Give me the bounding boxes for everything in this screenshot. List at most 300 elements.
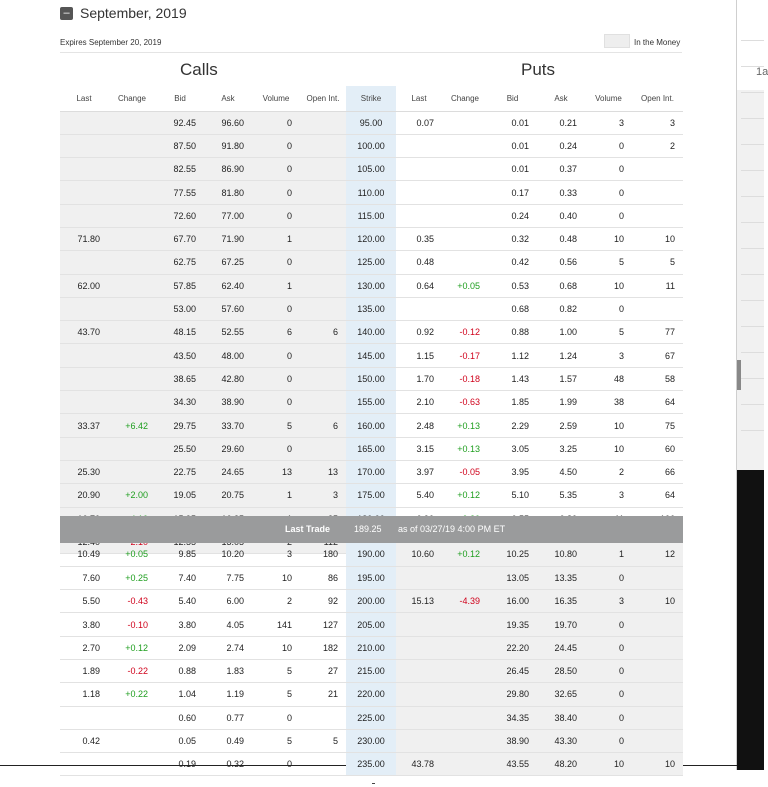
cell-puts-bid: 10.25 xyxy=(488,543,537,566)
cell-puts-open-int: 11 xyxy=(632,274,683,297)
table-row[interactable] xyxy=(60,683,683,706)
cell-puts-bid: 0.01 xyxy=(488,158,537,181)
cell-puts-volume: 0 xyxy=(585,659,632,682)
cell-puts-volume: 0 xyxy=(585,134,632,157)
cell-puts-last: 0.48 xyxy=(396,251,442,274)
cell-strike: 175.00 xyxy=(346,484,396,507)
cell-puts-bid: 0.88 xyxy=(488,321,537,344)
cell-calls-volume: 141 xyxy=(252,613,300,636)
cell-calls-volume: 5 xyxy=(252,729,300,752)
col-calls-volume[interactable]: Volume xyxy=(252,86,300,111)
cell-calls-last: 33.37 xyxy=(60,414,108,437)
cell-puts-open-int xyxy=(632,297,683,320)
cell-calls-last: 1.18 xyxy=(60,683,108,706)
cell-puts-change xyxy=(442,181,488,204)
cell-calls-volume: 0 xyxy=(252,344,300,367)
cell-puts-open-int: 64 xyxy=(632,391,683,414)
cell-calls-last xyxy=(60,706,108,729)
cell-puts-change: +0.13 xyxy=(442,414,488,437)
cell-puts-last xyxy=(396,297,442,320)
cell-puts-change xyxy=(442,566,488,589)
cell-puts-change xyxy=(442,683,488,706)
cell-puts-last xyxy=(396,706,442,729)
table-row[interactable] xyxy=(60,251,683,274)
cell-puts-ask: 16.35 xyxy=(537,590,585,613)
cell-calls-open-int xyxy=(300,437,346,460)
collapse-minus-icon[interactable]: – xyxy=(60,7,73,20)
cell-puts-change xyxy=(442,659,488,682)
cell-puts-bid: 0.53 xyxy=(488,274,537,297)
expires-label: Expires September 20, 2019 xyxy=(60,38,162,47)
cell-calls-volume: 0 xyxy=(252,134,300,157)
cell-puts-volume: 2 xyxy=(585,460,632,483)
cell-calls-change xyxy=(108,111,156,134)
cell-calls-change xyxy=(108,158,156,181)
cell-puts-bid: 38.90 xyxy=(488,729,537,752)
cell-puts-bid: 1.85 xyxy=(488,391,537,414)
cell-puts-change: +0.05 xyxy=(442,274,488,297)
table-row[interactable] xyxy=(60,460,683,483)
table-row[interactable] xyxy=(60,321,683,344)
cell-puts-last: 15.13 xyxy=(396,590,442,613)
cell-puts-ask: 1.99 xyxy=(537,391,585,414)
cell-puts-last: 3.15 xyxy=(396,437,442,460)
cell-calls-open-int xyxy=(300,706,346,729)
cell-calls-bid: 25.50 xyxy=(156,437,204,460)
cell-puts-ask: 1.24 xyxy=(537,344,585,367)
cell-puts-last xyxy=(396,566,442,589)
cell-calls-ask: 24.65 xyxy=(204,460,252,483)
cell-calls-open-int: 6 xyxy=(300,321,346,344)
cell-calls-last: 62.00 xyxy=(60,274,108,297)
table-row[interactable] xyxy=(60,543,683,566)
cell-puts-last: 0.35 xyxy=(396,227,442,250)
cell-calls-open-int: 5 xyxy=(300,729,346,752)
table-row[interactable] xyxy=(60,297,683,320)
cell-puts-last xyxy=(396,204,442,227)
cell-calls-ask: 2.74 xyxy=(204,636,252,659)
cell-puts-change xyxy=(442,729,488,752)
cell-calls-last: 5.50 xyxy=(60,590,108,613)
cell-calls-volume: 2 xyxy=(252,590,300,613)
table-row[interactable] xyxy=(60,613,683,636)
cell-calls-ask: 77.00 xyxy=(204,204,252,227)
cell-calls-bid: 0.60 xyxy=(156,706,204,729)
table-row[interactable] xyxy=(60,344,683,367)
cell-puts-volume: 0 xyxy=(585,181,632,204)
cell-calls-ask: 7.75 xyxy=(204,566,252,589)
cell-calls-last xyxy=(60,134,108,157)
col-puts-bid[interactable]: Bid xyxy=(488,86,537,111)
cell-puts-ask: 0.33 xyxy=(537,181,585,204)
cell-calls-change: +0.12 xyxy=(108,636,156,659)
header-divider xyxy=(60,52,682,53)
table-row[interactable] xyxy=(60,111,683,134)
cell-calls-volume: 0 xyxy=(252,367,300,390)
cell-puts-volume: 0 xyxy=(585,706,632,729)
cell-puts-ask: 1.00 xyxy=(537,321,585,344)
cell-puts-open-int xyxy=(632,683,683,706)
cell-puts-last: 43.78 xyxy=(396,753,442,776)
cell-puts-volume: 0 xyxy=(585,636,632,659)
col-calls-bid[interactable]: Bid xyxy=(156,86,204,111)
cell-calls-ask: 33.70 xyxy=(204,414,252,437)
cell-puts-change xyxy=(442,706,488,729)
cell-calls-last xyxy=(60,437,108,460)
cell-puts-ask: 0.68 xyxy=(537,274,585,297)
cell-calls-volume: 1 xyxy=(252,227,300,250)
cell-puts-open-int xyxy=(632,613,683,636)
cell-puts-bid: 19.35 xyxy=(488,613,537,636)
cell-calls-ask: 6.00 xyxy=(204,590,252,613)
cell-calls-ask: 71.90 xyxy=(204,227,252,250)
expiry-header[interactable] xyxy=(60,5,187,21)
cell-puts-volume: 3 xyxy=(585,344,632,367)
cell-strike: 160.00 xyxy=(346,414,396,437)
cell-calls-change xyxy=(108,367,156,390)
cell-calls-ask: 52.55 xyxy=(204,321,252,344)
col-strike[interactable]: Strike xyxy=(346,86,396,111)
cell-calls-ask: 48.00 xyxy=(204,344,252,367)
cell-puts-last: 5.40 xyxy=(396,484,442,507)
cell-strike: 200.00 xyxy=(346,590,396,613)
last-trade-label: Last Trade xyxy=(285,524,331,534)
cell-calls-volume: 10 xyxy=(252,566,300,589)
cell-puts-ask: 32.65 xyxy=(537,683,585,706)
in-the-money-swatch xyxy=(604,34,630,48)
col-puts-volume[interactable]: Volume xyxy=(585,86,632,111)
cell-puts-last xyxy=(396,636,442,659)
cell-puts-change xyxy=(442,251,488,274)
cell-puts-volume: 0 xyxy=(585,204,632,227)
cell-calls-ask: 57.60 xyxy=(204,297,252,320)
cell-calls-volume: 0 xyxy=(252,297,300,320)
cell-calls-last xyxy=(60,111,108,134)
cell-calls-volume: 0 xyxy=(252,251,300,274)
table-row[interactable] xyxy=(60,659,683,682)
cell-puts-change: -0.17 xyxy=(442,344,488,367)
table-row[interactable] xyxy=(60,753,683,776)
col-puts-open-int[interactable]: Open Int. xyxy=(632,86,683,111)
cell-calls-volume: 5 xyxy=(252,659,300,682)
cell-puts-open-int xyxy=(632,706,683,729)
cell-puts-ask: 0.56 xyxy=(537,251,585,274)
cell-calls-ask: 20.75 xyxy=(204,484,252,507)
cell-puts-open-int: 12 xyxy=(632,543,683,566)
cell-puts-ask: 28.50 xyxy=(537,659,585,682)
cell-calls-last: 43.70 xyxy=(60,321,108,344)
cell-calls-last xyxy=(60,297,108,320)
cell-puts-open-int: 10 xyxy=(632,227,683,250)
table-row[interactable] xyxy=(60,204,683,227)
cell-puts-open-int: 10 xyxy=(632,753,683,776)
cell-puts-bid: 3.05 xyxy=(488,437,537,460)
cell-calls-last xyxy=(60,344,108,367)
cell-puts-change xyxy=(442,636,488,659)
cell-puts-volume: 3 xyxy=(585,484,632,507)
cell-calls-change xyxy=(108,227,156,250)
cell-puts-volume: 5 xyxy=(585,321,632,344)
cell-calls-bid: 48.15 xyxy=(156,321,204,344)
cell-puts-open-int: 75 xyxy=(632,414,683,437)
cell-calls-volume: 1 xyxy=(252,484,300,507)
cell-puts-open-int: 2 xyxy=(632,134,683,157)
cell-puts-last xyxy=(396,613,442,636)
cell-puts-open-int: 66 xyxy=(632,460,683,483)
cell-calls-open-int xyxy=(300,158,346,181)
cell-puts-bid: 29.80 xyxy=(488,683,537,706)
cell-calls-last: 2.70 xyxy=(60,636,108,659)
cell-puts-volume: 5 xyxy=(585,251,632,274)
cell-puts-bid: 22.20 xyxy=(488,636,537,659)
cell-calls-ask: 1.83 xyxy=(204,659,252,682)
cell-puts-last xyxy=(396,659,442,682)
cell-strike: 105.00 xyxy=(346,158,396,181)
cell-calls-bid: 0.05 xyxy=(156,729,204,752)
cell-strike: 165.00 xyxy=(346,437,396,460)
cell-puts-open-int xyxy=(632,636,683,659)
calls-heading: Calls xyxy=(180,60,218,79)
cell-puts-bid: 0.32 xyxy=(488,227,537,250)
cell-calls-bid: 0.88 xyxy=(156,659,204,682)
cell-calls-open-int xyxy=(300,204,346,227)
cell-puts-open-int: 77 xyxy=(632,321,683,344)
cell-calls-last xyxy=(60,753,108,776)
cell-calls-open-int xyxy=(300,134,346,157)
cell-calls-volume: 0 xyxy=(252,158,300,181)
cell-puts-ask: 0.82 xyxy=(537,297,585,320)
cell-puts-change xyxy=(442,613,488,636)
table-row[interactable] xyxy=(60,391,683,414)
cell-puts-volume: 10 xyxy=(585,414,632,437)
table-row[interactable] xyxy=(60,590,683,613)
cell-calls-volume: 5 xyxy=(252,683,300,706)
table-row[interactable] xyxy=(60,367,683,390)
cell-calls-bid: 2.09 xyxy=(156,636,204,659)
table-row[interactable] xyxy=(60,158,683,181)
cell-calls-open-int xyxy=(300,251,346,274)
cell-puts-last: 0.92 xyxy=(396,321,442,344)
cell-puts-open-int: 67 xyxy=(632,344,683,367)
cell-calls-bid: 3.80 xyxy=(156,613,204,636)
cell-strike: 220.00 xyxy=(346,683,396,706)
cell-calls-change xyxy=(108,460,156,483)
cell-calls-change xyxy=(108,321,156,344)
cell-strike: 95.00 xyxy=(346,111,396,134)
cell-calls-last: 71.80 xyxy=(60,227,108,250)
cell-calls-volume: 0 xyxy=(252,706,300,729)
cell-puts-volume: 10 xyxy=(585,274,632,297)
cell-calls-bid: 1.04 xyxy=(156,683,204,706)
cell-puts-last xyxy=(396,158,442,181)
cell-calls-bid: 53.00 xyxy=(156,297,204,320)
cell-calls-open-int xyxy=(300,367,346,390)
cell-calls-bid: 29.75 xyxy=(156,414,204,437)
col-calls-open-int[interactable]: Open Int. xyxy=(300,86,346,111)
cell-calls-bid: 9.85 xyxy=(156,543,204,566)
table-row[interactable] xyxy=(60,437,683,460)
cell-strike: 150.00 xyxy=(346,367,396,390)
cell-calls-volume: 0 xyxy=(252,111,300,134)
cell-puts-open-int: 64 xyxy=(632,484,683,507)
cell-puts-last: 10.60 xyxy=(396,543,442,566)
table-row[interactable] xyxy=(60,636,683,659)
cell-calls-ask: 42.80 xyxy=(204,367,252,390)
cell-puts-open-int: 10 xyxy=(632,590,683,613)
cell-puts-volume: 0 xyxy=(585,729,632,752)
cell-calls-last xyxy=(60,181,108,204)
cell-puts-last: 2.48 xyxy=(396,414,442,437)
cell-puts-volume: 0 xyxy=(585,683,632,706)
cell-calls-ask: 0.49 xyxy=(204,729,252,752)
cell-calls-ask: 10.20 xyxy=(204,543,252,566)
cell-calls-last: 20.90 xyxy=(60,484,108,507)
col-calls-ask[interactable]: Ask xyxy=(204,86,252,111)
cell-calls-volume: 0 xyxy=(252,391,300,414)
cell-calls-change xyxy=(108,204,156,227)
cell-puts-change: -0.18 xyxy=(442,367,488,390)
cell-calls-open-int xyxy=(300,274,346,297)
table-row[interactable] xyxy=(60,181,683,204)
cell-calls-change: -0.43 xyxy=(108,590,156,613)
cell-puts-bid: 1.12 xyxy=(488,344,537,367)
cell-puts-change: -4.39 xyxy=(442,590,488,613)
col-calls-change[interactable]: Change xyxy=(108,86,156,111)
cell-strike: 110.00 xyxy=(346,181,396,204)
table-row[interactable] xyxy=(60,134,683,157)
table-row[interactable] xyxy=(60,414,683,437)
table-row[interactable] xyxy=(60,227,683,250)
cell-calls-change xyxy=(108,706,156,729)
cell-puts-bid: 0.01 xyxy=(488,111,537,134)
cell-calls-ask: 38.90 xyxy=(204,391,252,414)
table-row[interactable] xyxy=(60,484,683,507)
puts-heading: Puts xyxy=(521,60,556,79)
cell-puts-change: -0.05 xyxy=(442,460,488,483)
cell-calls-bid: 62.75 xyxy=(156,251,204,274)
cell-strike: 205.00 xyxy=(346,613,396,636)
cell-puts-last: 3.97 xyxy=(396,460,442,483)
last-trade-timestamp: as of 03/27/19 4:00 PM ET xyxy=(398,524,506,534)
table-row[interactable] xyxy=(60,566,683,589)
cell-calls-bid: 19.05 xyxy=(156,484,204,507)
col-puts-last[interactable]: Last xyxy=(396,86,442,111)
cell-puts-change xyxy=(442,111,488,134)
cell-puts-ask: 3.25 xyxy=(537,437,585,460)
cell-puts-change xyxy=(442,134,488,157)
cell-calls-last xyxy=(60,158,108,181)
cell-puts-ask: 0.40 xyxy=(537,204,585,227)
cell-puts-ask: 43.30 xyxy=(537,729,585,752)
cell-puts-volume: 3 xyxy=(585,590,632,613)
cell-calls-change xyxy=(108,181,156,204)
cell-puts-change: -0.63 xyxy=(442,391,488,414)
cell-calls-volume: 0 xyxy=(252,437,300,460)
cell-calls-open-int: 182 xyxy=(300,636,346,659)
cell-puts-last xyxy=(396,683,442,706)
cell-calls-open-int xyxy=(300,391,346,414)
cell-strike: 155.00 xyxy=(346,391,396,414)
cell-puts-change: -0.12 xyxy=(442,321,488,344)
col-calls-last[interactable]: Last xyxy=(60,86,108,111)
cell-calls-open-int: 92 xyxy=(300,590,346,613)
cell-puts-open-int: 60 xyxy=(632,437,683,460)
cell-puts-open-int xyxy=(632,659,683,682)
cell-calls-bid: 82.55 xyxy=(156,158,204,181)
cell-calls-ask: 4.05 xyxy=(204,613,252,636)
cell-puts-volume: 0 xyxy=(585,297,632,320)
cell-calls-change xyxy=(108,134,156,157)
cell-puts-bid: 2.29 xyxy=(488,414,537,437)
col-puts-change[interactable]: Change xyxy=(442,86,488,111)
cell-calls-volume: 10 xyxy=(252,636,300,659)
table-row[interactable] xyxy=(60,706,683,729)
cell-strike: 190.00 xyxy=(346,543,396,566)
cell-calls-bid: 38.65 xyxy=(156,367,204,390)
cell-puts-change xyxy=(442,204,488,227)
cell-calls-last xyxy=(60,367,108,390)
cell-puts-ask: 0.48 xyxy=(537,227,585,250)
page-dot xyxy=(372,783,375,784)
cell-calls-ask: 91.80 xyxy=(204,134,252,157)
cell-strike: 100.00 xyxy=(346,134,396,157)
cell-puts-bid: 43.55 xyxy=(488,753,537,776)
cell-calls-open-int xyxy=(300,181,346,204)
cell-calls-open-int: 13 xyxy=(300,460,346,483)
cell-calls-ask: 0.32 xyxy=(204,753,252,776)
cell-puts-open-int: 5 xyxy=(632,251,683,274)
cell-puts-open-int xyxy=(632,204,683,227)
cell-calls-open-int: 86 xyxy=(300,566,346,589)
cell-strike: 115.00 xyxy=(346,204,396,227)
cell-puts-volume: 10 xyxy=(585,227,632,250)
cell-puts-last: 1.15 xyxy=(396,344,442,367)
expiry-month-title[interactable]: September, 2019 xyxy=(80,5,187,21)
cell-strike: 215.00 xyxy=(346,659,396,682)
table-row[interactable] xyxy=(60,729,683,752)
cell-calls-open-int xyxy=(300,111,346,134)
cell-puts-last xyxy=(396,729,442,752)
cell-calls-volume: 0 xyxy=(252,204,300,227)
last-trade-bar xyxy=(60,516,683,543)
cell-calls-change: +0.25 xyxy=(108,566,156,589)
cell-calls-change: -0.22 xyxy=(108,659,156,682)
col-puts-ask[interactable]: Ask xyxy=(537,86,585,111)
cell-puts-change xyxy=(442,753,488,776)
cell-calls-change: +0.05 xyxy=(108,543,156,566)
cell-calls-open-int: 21 xyxy=(300,683,346,706)
cell-puts-bid: 0.68 xyxy=(488,297,537,320)
cell-calls-last: 0.42 xyxy=(60,729,108,752)
cell-puts-ask: 13.35 xyxy=(537,566,585,589)
cell-calls-change xyxy=(108,251,156,274)
cell-puts-volume: 38 xyxy=(585,391,632,414)
cell-puts-open-int xyxy=(632,729,683,752)
cell-puts-bid: 16.00 xyxy=(488,590,537,613)
cell-puts-bid: 5.10 xyxy=(488,484,537,507)
cell-calls-last xyxy=(60,391,108,414)
cell-puts-ask: 4.50 xyxy=(537,460,585,483)
cell-calls-change: +0.22 xyxy=(108,683,156,706)
cell-puts-ask: 2.59 xyxy=(537,414,585,437)
cell-strike: 170.00 xyxy=(346,460,396,483)
cell-puts-open-int xyxy=(632,158,683,181)
cell-calls-change: -0.10 xyxy=(108,613,156,636)
cell-calls-open-int xyxy=(300,227,346,250)
table-row[interactable] xyxy=(60,274,683,297)
cell-strike: 120.00 xyxy=(346,227,396,250)
cell-strike: 210.00 xyxy=(346,636,396,659)
